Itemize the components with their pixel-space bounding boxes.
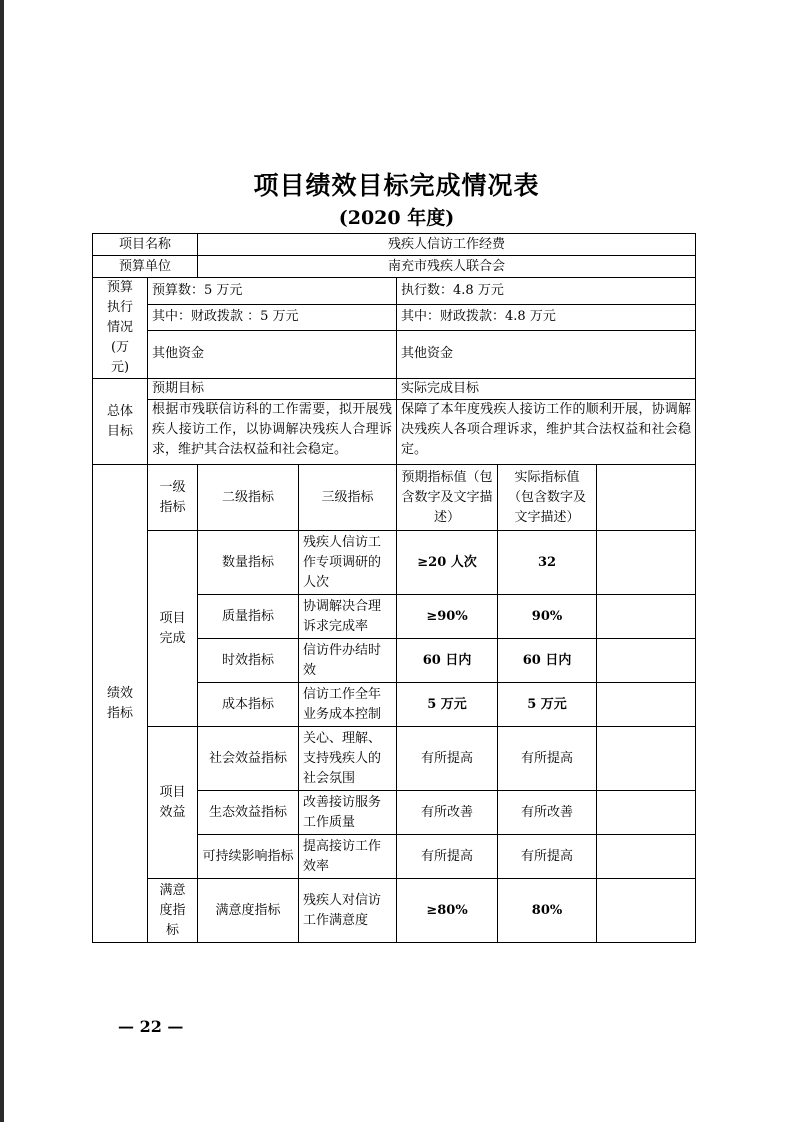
expected-value-header: 预期指标值（包含数字及文字描述） bbox=[397, 465, 498, 531]
actual-value-cell: 有所改善 bbox=[498, 791, 597, 835]
actual-value-cell: 有所提高 bbox=[498, 727, 597, 791]
level2-cell: 成本指标 bbox=[198, 683, 299, 727]
blank-cell bbox=[597, 639, 696, 683]
indicator-header-row bbox=[93, 465, 696, 531]
blank-cell bbox=[597, 879, 696, 943]
actual-goal-heading: 实际完成目标 bbox=[397, 379, 696, 400]
budget-other: 其他资金 bbox=[148, 330, 397, 378]
table-row bbox=[93, 531, 696, 595]
executed-other: 其他资金 bbox=[397, 330, 696, 378]
actual-value-cell: 有所提高 bbox=[498, 835, 597, 879]
group-name: 满意度指标 bbox=[148, 879, 198, 943]
expected-value-cell: 有所改善 bbox=[397, 791, 498, 835]
level3-cell: 提高接访工作效率 bbox=[299, 835, 397, 879]
blank-cell bbox=[597, 595, 696, 639]
project-name-value: 残疾人信访工作经费 bbox=[198, 234, 696, 256]
blank-cell bbox=[597, 683, 696, 727]
page-number: — 22 — bbox=[118, 1017, 184, 1036]
expected-goal-heading: 预期目标 bbox=[148, 379, 397, 400]
actual-value-cell: 5 万元 bbox=[498, 683, 597, 727]
blank-cell bbox=[597, 465, 696, 531]
budget-unit-label: 预算单位 bbox=[93, 256, 198, 278]
level2-cell: 社会效益指标 bbox=[198, 727, 299, 791]
level2-cell: 数量指标 bbox=[198, 531, 299, 595]
performance-table bbox=[92, 233, 696, 943]
blank-cell bbox=[597, 727, 696, 791]
expected-value-cell: 5 万元 bbox=[397, 683, 498, 727]
table-row bbox=[93, 879, 696, 943]
expected-value-cell: ≥20 人次 bbox=[397, 531, 498, 595]
expected-value-cell: 有所提高 bbox=[397, 727, 498, 791]
table-row bbox=[93, 727, 696, 791]
level3-cell: 残疾人对信访工作满意度 bbox=[299, 879, 397, 943]
executed-total: 执行数：4.8 万元 bbox=[397, 278, 696, 305]
level3-cell: 改善接访服务工作质量 bbox=[299, 791, 397, 835]
actual-value-header: 实际指标值（包含数字及文字描述） bbox=[498, 465, 597, 531]
overall-text-row bbox=[93, 400, 696, 465]
blank-cell bbox=[597, 791, 696, 835]
budget-execution-label: 预算执行情况(万元) bbox=[93, 278, 148, 379]
level3-cell: 信访件办结时效 bbox=[299, 639, 397, 683]
budget-total: 预算数：5 万元 bbox=[148, 278, 397, 305]
expected-value-cell: 60 日内 bbox=[397, 639, 498, 683]
group-name: 项目完成 bbox=[148, 531, 198, 727]
budget-total-row bbox=[93, 278, 696, 305]
actual-value-cell: 32 bbox=[498, 531, 597, 595]
budget-other-row bbox=[93, 330, 696, 378]
level2-cell: 时效指标 bbox=[198, 639, 299, 683]
overall-heading-row bbox=[93, 379, 696, 400]
performance-indicator-label: 绩效指标 bbox=[93, 465, 148, 943]
overall-goal-label: 总体目标 bbox=[93, 379, 148, 465]
actual-value-cell: 90% bbox=[498, 595, 597, 639]
expected-value-cell: ≥90% bbox=[397, 595, 498, 639]
group-name: 项目效益 bbox=[148, 727, 198, 879]
actual-value-cell: 60 日内 bbox=[498, 639, 597, 683]
budget-fiscal: 其中：财政拨款 ：5 万元 bbox=[148, 305, 397, 331]
executed-fiscal: 其中：财政拨款：4.8 万元 bbox=[397, 305, 696, 331]
project-name-row bbox=[93, 234, 696, 256]
level3-cell: 关心、理解、支持残疾人的社会氛围 bbox=[299, 727, 397, 791]
level3-cell: 协调解决合理诉求完成率 bbox=[299, 595, 397, 639]
expected-value-cell: 有所提高 bbox=[397, 835, 498, 879]
actual-goal-text: 保障了本年度残疾人接访工作的顺利开展，协调解决残疾人各项合理诉求，维护其合法权益和社会稳定。 bbox=[397, 400, 696, 465]
document-subtitle: (2020 年度) bbox=[338, 207, 455, 229]
level2-cell: 质量指标 bbox=[198, 595, 299, 639]
expected-goal-text: 根据市残联信访科的工作需要，拟开展残疾人接访工作，以协调解决残疾人合理诉求，维护其合法权益和社会稳定。 bbox=[148, 400, 397, 465]
level2-cell: 生态效益指标 bbox=[198, 791, 299, 835]
blank-cell bbox=[597, 835, 696, 879]
actual-value-cell: 80% bbox=[498, 879, 597, 943]
document-title: 项目绩效目标完成情况表 bbox=[253, 171, 540, 200]
budget-fiscal-row bbox=[93, 305, 696, 331]
level3-header: 三级指标 bbox=[299, 465, 397, 531]
level2-header: 二级指标 bbox=[198, 465, 299, 531]
level1-header: 一级指标 bbox=[148, 465, 198, 531]
budget-unit-row bbox=[93, 256, 696, 278]
budget-unit-value: 南充市残疾人联合会 bbox=[198, 256, 696, 278]
level3-cell: 残疾人信访工作专项调研的人次 bbox=[299, 531, 397, 595]
expected-value-cell: ≥80% bbox=[397, 879, 498, 943]
level2-cell: 可持续影响指标 bbox=[198, 835, 299, 879]
level3-cell: 信访工作全年业务成本控制 bbox=[299, 683, 397, 727]
project-name-label: 项目名称 bbox=[93, 234, 198, 256]
level2-cell: 满意度指标 bbox=[198, 879, 299, 943]
blank-cell bbox=[597, 531, 696, 595]
